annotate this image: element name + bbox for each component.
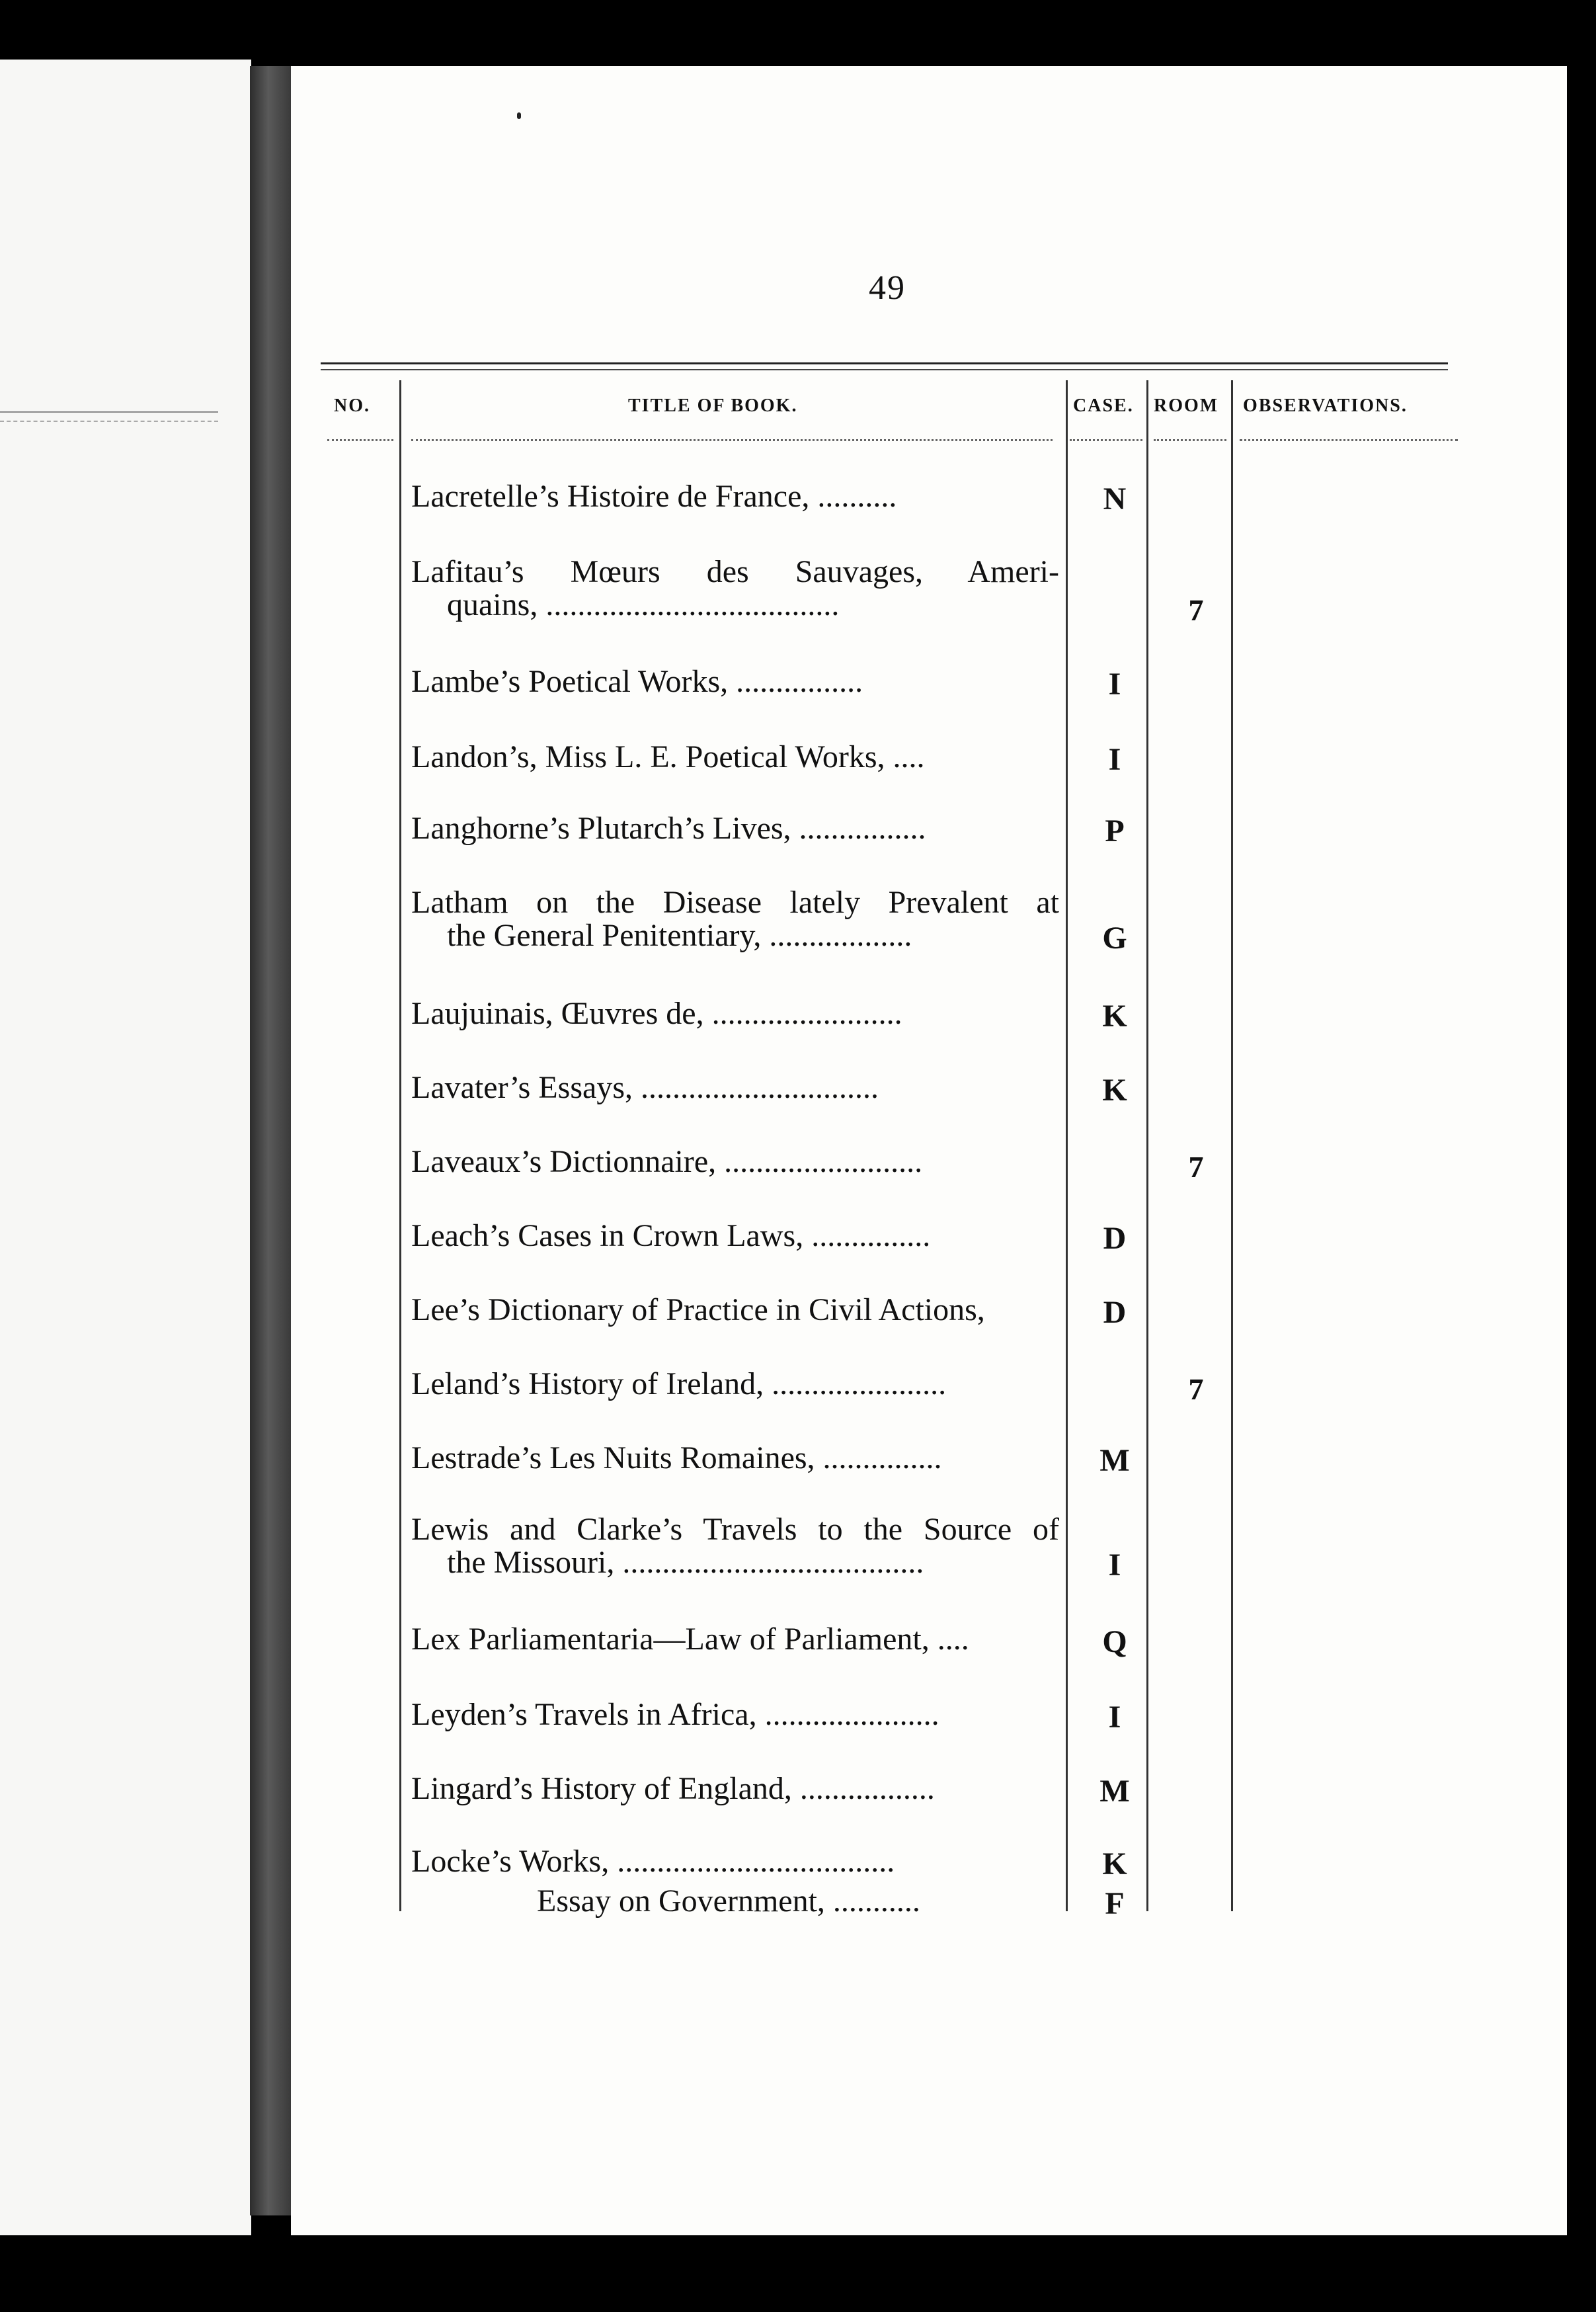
book-title-line: Latham on the Disease lately Prevalent at: [411, 885, 1059, 920]
case-value: I: [1108, 1548, 1121, 1583]
header-no: NO.: [334, 395, 370, 416]
left-facing-page: [0, 60, 251, 2235]
book-title-line: Langhorne’s Plutarch’s Lives, ................: [411, 811, 926, 846]
case-value: M: [1099, 1774, 1130, 1809]
book-title-line: the Missouri, ......................................: [447, 1545, 924, 1580]
case-value: M: [1099, 1443, 1130, 1478]
book-title-line: Lacretelle’s Histoire de France, ..........: [411, 479, 897, 514]
table-top-rule: [321, 362, 1448, 364]
book-title-line: the General Penitentiary, ..................: [447, 918, 912, 953]
book-title-line: Leyden’s Travels in Africa, ......................: [411, 1697, 939, 1732]
book-title-line: Lavater’s Essays, ..............................: [411, 1070, 879, 1105]
book-title-line: Lafitau’s Mœurs des Sauvages, Ameri-: [411, 554, 1059, 589]
book-title-line: Landon’s, Miss L. E. Poetical Works, ....: [411, 739, 925, 774]
case-value: K: [1102, 999, 1127, 1034]
case-value: G: [1102, 921, 1127, 956]
left-page-rule: [0, 411, 218, 413]
book-title-line: Lewis and Clarke’s Travels to the Source of: [411, 1512, 1059, 1547]
header-underline: [1240, 439, 1458, 441]
room-value: 7: [1188, 593, 1204, 627]
header-underline: [327, 439, 393, 441]
case-value: F: [1105, 1886, 1125, 1921]
room-value: 7: [1188, 1150, 1204, 1184]
book-title-line: Leach’s Cases in Crown Laws, ...............: [411, 1218, 931, 1253]
column-divider: [1146, 380, 1148, 1911]
case-value: P: [1105, 813, 1125, 848]
left-page-rule-dashed: [0, 421, 218, 422]
ink-speck: [517, 112, 521, 119]
book-title-line: Leland’s History of Ireland, ......................: [411, 1366, 947, 1401]
column-divider: [399, 380, 401, 1911]
book-title-line: Lex Parliamentaria—Law of Parliament, ....: [411, 1622, 969, 1657]
header-title: TITLE OF BOOK.: [628, 395, 798, 416]
book-title-line: Essay on Government, ...........: [537, 1883, 920, 1919]
case-value: D: [1103, 1295, 1127, 1330]
book-title-line: Lambe’s Poetical Works, ................: [411, 664, 863, 699]
page-number: 49: [869, 269, 906, 307]
case-value: Q: [1102, 1624, 1127, 1659]
case-value: K: [1102, 1073, 1127, 1108]
book-title-line: Lingard’s History of England, .................: [411, 1771, 935, 1806]
room-value: 7: [1188, 1372, 1204, 1406]
book-title-line: Locke’s Works, ...................................: [411, 1844, 895, 1879]
header-underline: [1070, 439, 1142, 441]
case-value: D: [1103, 1221, 1127, 1256]
header-room: ROOM: [1154, 395, 1219, 416]
case-value: I: [1108, 742, 1121, 777]
header-underline: [411, 439, 1053, 441]
column-divider: [1066, 380, 1068, 1911]
header-observations: OBSERVATIONS.: [1243, 395, 1408, 416]
book-title-line: Lestrade’s Les Nuits Romaines, ...............: [411, 1440, 942, 1475]
book-title-line: Lee’s Dictionary of Practice in Civil Actions,: [411, 1292, 985, 1327]
header-underline: [1154, 439, 1226, 441]
header-case: CASE.: [1073, 395, 1134, 416]
book-title-line: Laujuinais, Œuvres de, ........................: [411, 996, 902, 1031]
case-value: K: [1102, 1846, 1127, 1881]
case-value: N: [1103, 481, 1127, 516]
case-value: I: [1108, 667, 1121, 702]
book-title-line: quains, .....................................: [447, 587, 840, 622]
case-value: I: [1108, 1700, 1121, 1735]
table-top-rule-thin: [321, 369, 1448, 370]
book-title-line: Laveaux’s Dictionnaire, .........................: [411, 1144, 923, 1179]
book-gutter: [250, 66, 291, 2215]
